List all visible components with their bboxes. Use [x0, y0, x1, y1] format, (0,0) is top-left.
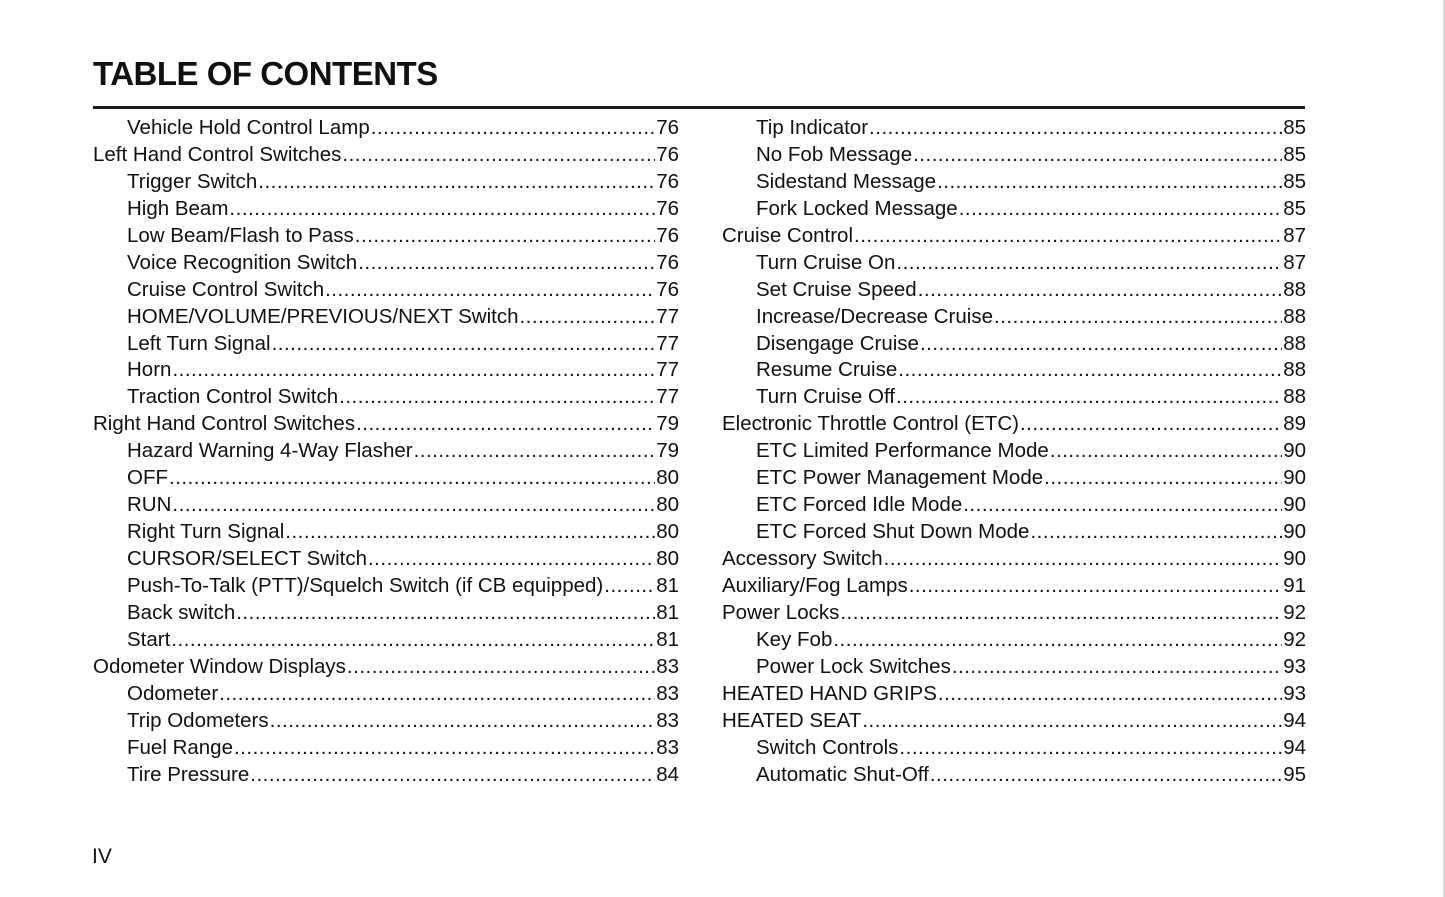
toc-entry[interactable]: [93, 654, 679, 681]
toc-entry[interactable]: [722, 331, 1306, 358]
toc-entry-page: 83: [656, 681, 679, 705]
toc-entry-page: 85: [1283, 116, 1306, 139]
toc-dot-leader: [258, 169, 655, 196]
toc-entry-page: 84: [656, 762, 679, 786]
toc-entry[interactable]: [722, 465, 1306, 492]
toc-dot-leader: [229, 196, 655, 223]
toc-entry-label: Odometer: [127, 681, 219, 705]
toc-entry[interactable]: [722, 735, 1306, 762]
toc-entry[interactable]: [93, 304, 679, 331]
toc-entry-label: Horn: [127, 358, 172, 382]
toc-dot-leader: [171, 627, 655, 654]
title-divider: [93, 106, 1305, 109]
toc-entry[interactable]: [93, 411, 679, 438]
toc-entry-label: Turn Cruise Off: [756, 385, 895, 409]
toc-entry[interactable]: [722, 250, 1306, 277]
toc-dot-leader: [272, 331, 656, 358]
toc-entry-page: 85: [1283, 142, 1306, 166]
toc-entry[interactable]: [722, 546, 1306, 573]
toc-dot-leader: [884, 546, 1283, 573]
toc-entry-label: Low Beam/Flash to Pass: [127, 223, 354, 247]
toc-entry-page: 87: [1283, 223, 1306, 247]
toc-entry[interactable]: [722, 384, 1306, 411]
toc-entry[interactable]: [722, 304, 1306, 331]
toc-entry-label: Power Locks: [722, 600, 840, 624]
page-title: TABLE OF CONTENTS: [93, 55, 438, 92]
toc-entry-label: ETC Forced Shut Down Mode: [756, 520, 1030, 544]
toc-dot-leader: [930, 762, 1282, 789]
toc-dot-leader: [356, 411, 655, 438]
toc-entry[interactable]: [722, 627, 1306, 654]
toc-dot-leader: [172, 492, 655, 519]
toc-entry-page: 87: [1283, 250, 1306, 274]
toc-dot-leader: [172, 357, 655, 384]
toc-dot-leader: [234, 735, 655, 762]
toc-entry[interactable]: [93, 438, 679, 465]
toc-entry[interactable]: [93, 762, 679, 789]
toc-entry[interactable]: [722, 519, 1306, 546]
toc-entry-label: Tire Pressure: [127, 762, 250, 786]
toc-dot-leader: [963, 492, 1282, 519]
toc-entry-label: Back switch: [127, 600, 236, 624]
toc-dot-leader: [952, 654, 1282, 681]
toc-entry-page: 91: [1283, 573, 1306, 597]
toc-entry[interactable]: [722, 142, 1306, 169]
toc-entry[interactable]: [93, 627, 679, 654]
toc-entry[interactable]: [93, 735, 679, 762]
toc-entry[interactable]: [93, 708, 679, 735]
toc-entry-label: Resume Cruise: [756, 358, 898, 382]
toc-dot-leader: [414, 438, 656, 465]
toc-dot-leader: [1030, 519, 1282, 546]
toc-dot-leader: [909, 573, 1282, 600]
toc-entry-page: 76: [656, 277, 679, 301]
toc-entry-page: 83: [656, 735, 679, 759]
toc-entry-label: Push-To-Talk (PTT)/Squelch Switch (if CB equipped): [127, 573, 604, 597]
toc-entry-page: 90: [1283, 466, 1306, 490]
toc-entry-page: 92: [1283, 600, 1306, 624]
toc-entry-page: 93: [1283, 654, 1306, 678]
toc-entry[interactable]: [93, 142, 679, 169]
toc-entry-page: 88: [1283, 358, 1306, 382]
toc-entry-page: 88: [1283, 277, 1306, 301]
toc-dot-leader: [1050, 438, 1282, 465]
toc-entry-page: 92: [1283, 627, 1306, 651]
toc-dot-leader: [270, 708, 656, 735]
toc-entry-page: 79: [656, 412, 679, 436]
toc-entry-label: Trip Odometers: [127, 708, 269, 732]
toc-entry-label: Switch Controls: [756, 735, 899, 759]
toc-dot-leader: [604, 573, 655, 600]
toc-entry-page: 77: [656, 385, 679, 409]
toc-entry-label: No Fob Message: [756, 142, 913, 166]
toc-entry[interactable]: [93, 250, 679, 277]
toc-dot-leader: [959, 196, 1283, 223]
toc-entry[interactable]: [722, 492, 1306, 519]
toc-entry-page: 90: [1283, 520, 1306, 544]
toc-entry[interactable]: [93, 600, 679, 627]
toc-dot-leader: [918, 277, 1283, 304]
toc-entry-label: Right Turn Signal: [127, 520, 285, 544]
toc-dot-leader: [285, 519, 655, 546]
toc-entry-label: HEATED HAND GRIPS: [722, 681, 937, 705]
toc-entry-label: OFF: [127, 466, 168, 490]
toc-dot-leader: [854, 223, 1282, 250]
toc-entry[interactable]: [93, 519, 679, 546]
toc-entry-page: 77: [656, 358, 679, 382]
toc-entry-page: 90: [1283, 547, 1306, 570]
toc-entry[interactable]: [93, 681, 679, 708]
toc-entry[interactable]: [722, 115, 1306, 142]
toc-entry-page: 76: [656, 223, 679, 247]
toc-right-column: [722, 115, 1306, 788]
toc-dot-leader: [1020, 411, 1282, 438]
toc-entry-label: Key Fob: [756, 627, 833, 651]
toc-dot-leader: [358, 250, 655, 277]
toc-entry-page: 90: [1283, 493, 1306, 517]
toc-entry-label: ETC Limited Performance Mode: [756, 439, 1049, 463]
toc-entry-page: 81: [656, 627, 679, 651]
toc-entry-label: Trigger Switch: [127, 169, 258, 193]
toc-entry-label: Electronic Throttle Control (ETC): [722, 412, 1019, 436]
toc-dot-leader: [898, 357, 1282, 384]
toc-entry[interactable]: [722, 357, 1306, 384]
toc-entry[interactable]: [722, 654, 1306, 681]
toc-entry-label: Voice Recognition Switch: [127, 250, 358, 274]
toc-dot-leader: [519, 304, 655, 331]
toc-entry-page: 94: [1283, 708, 1306, 732]
toc-dot-leader: [1044, 465, 1282, 492]
toc-dot-leader: [236, 600, 655, 627]
toc-entry-page: 77: [656, 304, 679, 328]
toc-entry[interactable]: [93, 331, 679, 358]
toc-entry[interactable]: [722, 411, 1306, 438]
toc-dot-leader: [938, 681, 1282, 708]
toc-entry-label: Cruise Control Switch: [127, 277, 325, 301]
toc-dot-leader: [840, 600, 1282, 627]
toc-dot-leader: [913, 142, 1282, 169]
toc-entry[interactable]: [93, 169, 679, 196]
toc-entry[interactable]: [722, 169, 1306, 196]
toc-entry-page: 80: [656, 520, 679, 544]
toc-entry-label: High Beam: [127, 196, 229, 220]
toc-entry-page: 88: [1283, 304, 1306, 328]
toc-entry-page: 93: [1283, 681, 1306, 705]
toc-entry-label: Left Hand Control Switches: [93, 142, 342, 166]
toc-entry-label: Right Hand Control Switches: [93, 412, 356, 436]
toc-dot-leader: [862, 708, 1282, 735]
toc-entry-page: 85: [1283, 169, 1306, 193]
toc-entry-label: Cruise Control: [722, 223, 854, 247]
toc-entry-label: Fuel Range: [127, 735, 233, 759]
toc-entry[interactable]: [93, 196, 679, 223]
toc-entry-page: 76: [656, 142, 679, 166]
toc-entry[interactable]: [93, 115, 679, 142]
toc-dot-leader: [920, 331, 1282, 358]
toc-dot-leader: [371, 115, 655, 142]
toc-entry-page: 76: [656, 250, 679, 274]
toc-entry-page: 89: [1283, 412, 1306, 436]
toc-entry-label: HOME/VOLUME/PREVIOUS/NEXT Switch: [127, 304, 519, 328]
toc-entry-label: Fork Locked Message: [756, 196, 958, 220]
toc-entry[interactable]: [93, 492, 679, 519]
toc-entry-label: RUN: [127, 493, 172, 517]
toc-entry-page: 80: [656, 547, 679, 570]
toc-entry-label: Odometer Window Displays: [93, 654, 346, 678]
toc-dot-leader: [869, 115, 1282, 142]
toc-dot-leader: [368, 546, 655, 573]
toc-entry-label: Increase/Decrease Cruise: [756, 304, 993, 328]
toc-entry-label: Start: [127, 627, 171, 651]
toc-entry[interactable]: [722, 573, 1306, 600]
toc-entry-label: HEATED SEAT: [722, 708, 862, 732]
toc-entry-page: 79: [656, 439, 679, 463]
toc-entry[interactable]: [93, 573, 679, 600]
toc-dot-leader: [899, 735, 1282, 762]
toc-dot-leader: [342, 142, 655, 169]
toc-dot-leader: [833, 627, 1282, 654]
toc-entry-label: Auxiliary/Fog Lamps: [722, 573, 908, 597]
toc-entry[interactable]: [93, 277, 679, 304]
toc-dot-leader: [347, 654, 655, 681]
toc-entry-label: ETC Forced Idle Mode: [756, 493, 963, 517]
toc-dot-leader: [250, 762, 655, 789]
toc-entry[interactable]: [93, 223, 679, 250]
toc-entry[interactable]: [722, 600, 1306, 627]
toc-entry-label: Accessory Switch: [722, 547, 883, 570]
toc-entry-page: 85: [1283, 196, 1306, 220]
toc-entry[interactable]: [93, 546, 679, 573]
toc-entry-page: 90: [1283, 439, 1306, 463]
toc-entry-page: 88: [1283, 331, 1306, 355]
toc-dot-leader: [355, 223, 655, 250]
toc-entry-label: Hazard Warning 4-Way Flasher: [127, 439, 413, 463]
toc-entry[interactable]: [722, 277, 1306, 304]
toc-entry-label: ETC Power Management Mode: [756, 466, 1044, 490]
toc-dot-leader: [219, 681, 655, 708]
toc-dot-leader: [896, 384, 1282, 411]
toc-entry-page: 80: [656, 466, 679, 490]
toc-entry[interactable]: [722, 762, 1306, 789]
toc-entry[interactable]: [722, 681, 1306, 708]
toc-entry-label: Sidestand Message: [756, 169, 937, 193]
toc-entry-label: Disengage Cruise: [756, 331, 919, 355]
toc-entry-page: 80: [656, 493, 679, 517]
toc-entry-page: 76: [656, 116, 679, 139]
toc-entry-label: Power Lock Switches: [756, 654, 951, 678]
toc-entry-label: Vehicle Hold Control Lamp: [127, 116, 370, 139]
toc-dot-leader: [169, 465, 655, 492]
toc-dot-leader: [896, 250, 1282, 277]
toc-entry-page: 81: [656, 573, 679, 597]
toc-entry[interactable]: [722, 196, 1306, 223]
toc-entry-label: CURSOR/SELECT Switch: [127, 547, 367, 570]
toc-entry-page: 83: [656, 708, 679, 732]
toc-entry[interactable]: [93, 384, 679, 411]
toc-entry-page: 88: [1283, 385, 1306, 409]
toc-entry[interactable]: [722, 223, 1306, 250]
toc-entry[interactable]: [93, 357, 679, 384]
toc-dot-leader: [937, 169, 1282, 196]
toc-entry-label: Tip Indicator: [756, 116, 869, 139]
toc-entry-page: 76: [656, 169, 679, 193]
toc-entry[interactable]: [722, 438, 1306, 465]
toc-entry-page: 83: [656, 654, 679, 678]
toc-dot-leader: [339, 384, 655, 411]
toc-entry-label: Turn Cruise On: [756, 250, 896, 274]
toc-entry-page: 76: [656, 196, 679, 220]
toc-entry-label: Automatic Shut-Off: [756, 762, 929, 786]
toc-entry-label: Traction Control Switch: [127, 385, 339, 409]
toc-entry-label: Left Turn Signal: [127, 331, 271, 355]
toc-entry[interactable]: [722, 708, 1306, 735]
toc-dot-leader: [994, 304, 1282, 331]
toc-entry-page: 81: [656, 600, 679, 624]
toc-entry-page: 95: [1283, 762, 1306, 786]
toc-entry[interactable]: [93, 465, 679, 492]
toc-entry-page: 77: [656, 331, 679, 355]
page-number: IV: [92, 845, 112, 868]
toc-entry-page: 94: [1283, 735, 1306, 759]
toc-dot-leader: [325, 277, 655, 304]
toc-entry-label: Set Cruise Speed: [756, 277, 917, 301]
toc-left-column: [93, 115, 679, 788]
